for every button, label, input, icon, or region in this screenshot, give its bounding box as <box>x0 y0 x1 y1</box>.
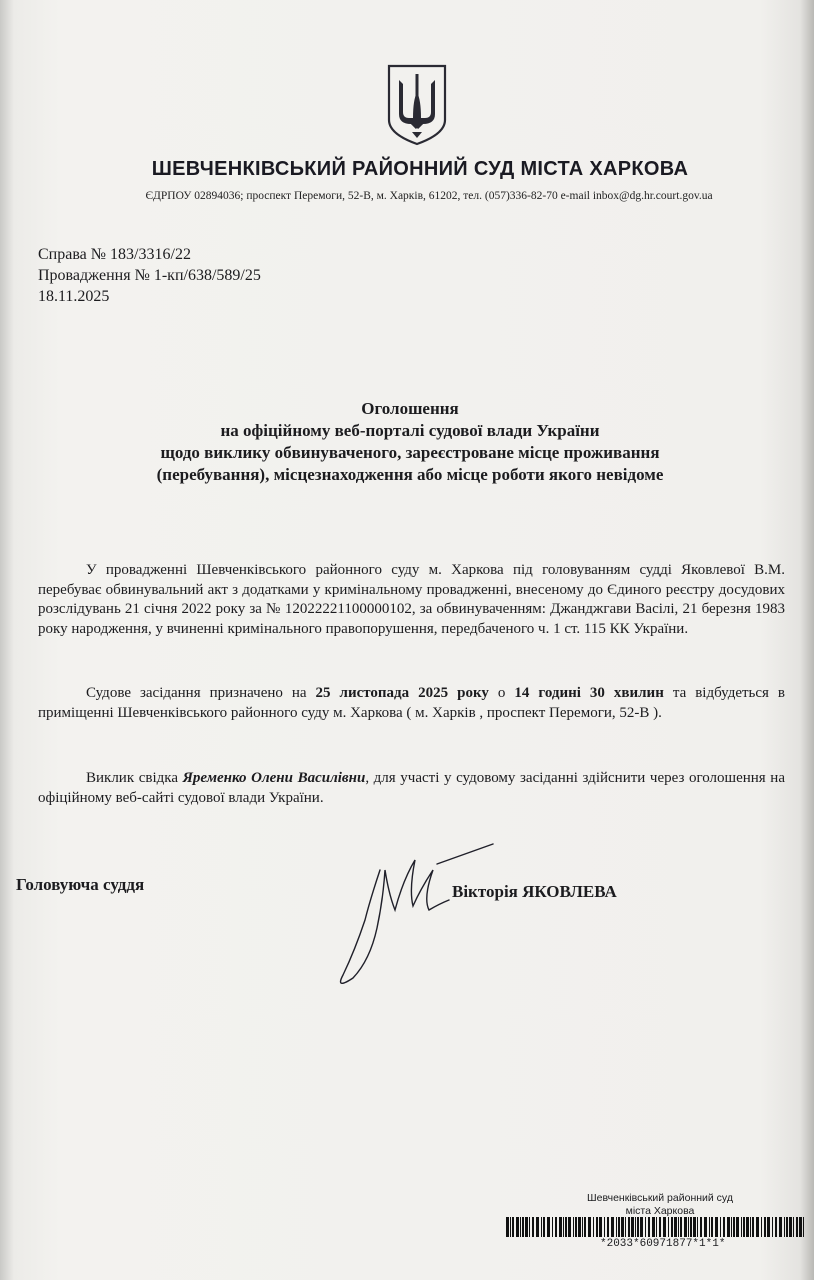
barcode-bar <box>775 1217 777 1237</box>
barcode-bar <box>697 1217 698 1237</box>
case-meta <box>38 244 261 307</box>
barcode-bar <box>784 1217 785 1237</box>
barcode-bar <box>611 1217 614 1237</box>
heading-line-3: щодо виклику обвинуваченого, зареєстроване місце проживання <box>160 443 660 462</box>
barcode-bar <box>720 1217 721 1237</box>
hearing-mid: о <box>488 685 515 701</box>
barcode-bar <box>684 1217 687 1237</box>
barcode-bar <box>529 1217 530 1237</box>
barcode-bar <box>772 1217 773 1237</box>
paragraph-witness <box>38 769 785 808</box>
heading-line-1: Оголошення <box>361 399 459 418</box>
barcode-bar <box>596 1217 598 1237</box>
announcement-heading <box>100 398 720 486</box>
barcode-bar <box>799 1217 802 1237</box>
barcode-bar <box>516 1217 519 1237</box>
barcode-bar <box>709 1217 710 1237</box>
witness-name: Яременко Олени Василівни <box>182 770 366 786</box>
barcode-bar <box>711 1217 713 1237</box>
case-number: Справа № 183/3316/22 <box>38 246 191 263</box>
barcode-bar <box>663 1217 666 1237</box>
barcode-bar <box>565 1217 567 1237</box>
barcode-bar <box>746 1217 749 1237</box>
barcode-bar <box>727 1217 730 1237</box>
barcode-bar <box>688 1217 689 1237</box>
barcode-bar <box>752 1217 754 1237</box>
barcode-bar <box>786 1217 788 1237</box>
barcode-bar <box>693 1217 696 1237</box>
handwritten-signature <box>325 840 505 990</box>
barcode-bar <box>593 1217 594 1237</box>
barcode-bar <box>618 1217 620 1237</box>
paragraph-hearing <box>38 684 785 723</box>
witness-prefix: Виклик свідка <box>86 770 183 786</box>
barcode-bar <box>520 1217 521 1237</box>
barcode-bar <box>668 1217 669 1237</box>
barcode-bar <box>532 1217 534 1237</box>
court-contacts: ЄДРПОУ 02894036; проспект Перемоги, 52-В, м. Харків, 61202, тел. (057)336-82-70 e-mail inbox@dg.hr.court.gov.ua <box>145 190 713 202</box>
barcode-bar <box>547 1217 550 1237</box>
barcode-bar <box>659 1217 661 1237</box>
barcode-bar <box>731 1217 732 1237</box>
barcode-bar <box>631 1217 634 1237</box>
barcode-bar <box>756 1217 759 1237</box>
barcode-bar <box>552 1217 553 1237</box>
heading-line-4: (перебування), місцезнаходження або місце роботи якого невідоме <box>156 465 664 484</box>
barcode-bar <box>578 1217 581 1237</box>
barcode-bar <box>584 1217 586 1237</box>
barcode-bar <box>510 1217 511 1237</box>
stamp-line-2: міста Харкова <box>625 1205 695 1217</box>
barcode-bar <box>652 1217 655 1237</box>
barcode-bar <box>779 1217 782 1237</box>
barcode-bar <box>680 1217 682 1237</box>
barcode <box>506 1217 806 1237</box>
proceeding-number: Провадження № 1-кп/638/589/25 <box>38 267 261 284</box>
barcode-bar <box>625 1217 626 1237</box>
barcode-bar <box>796 1217 798 1237</box>
barcode-bar <box>512 1217 514 1237</box>
barcode-bar <box>743 1217 745 1237</box>
barcode-bar <box>736 1217 739 1237</box>
barcode-bar <box>604 1217 605 1237</box>
barcode-bar <box>582 1217 583 1237</box>
barcode-bar <box>635 1217 636 1237</box>
hearing-date: 25 листопада 2025 року <box>315 685 489 701</box>
barcode-bar <box>568 1217 571 1237</box>
judge-name: Вікторія ЯКОВЛЕВА <box>452 882 617 901</box>
barcode-bar <box>563 1217 564 1237</box>
barcode-bar <box>678 1217 679 1237</box>
trident-emblem-icon <box>385 62 449 148</box>
barcode-bar <box>793 1217 794 1237</box>
barcode-bar <box>704 1217 707 1237</box>
barcode-bar <box>543 1217 545 1237</box>
barcode-bar <box>575 1217 577 1237</box>
heading-line-2: на офіційному веб-порталі судової влади України <box>220 421 600 440</box>
hearing-time: 14 годині 30 хвилин <box>514 685 664 701</box>
presiding-judge-label: Головуюча суддя <box>16 875 145 894</box>
document-date: 18.11.2025 <box>38 288 110 305</box>
barcode-bar <box>573 1217 574 1237</box>
barcode-bar <box>621 1217 624 1237</box>
barcode-bar <box>789 1217 792 1237</box>
barcode-bar <box>656 1217 657 1237</box>
barcode-bar <box>525 1217 528 1237</box>
barcode-bar <box>559 1217 562 1237</box>
barcode-bar <box>733 1217 735 1237</box>
barcode-bar <box>607 1217 609 1237</box>
barcode-bar <box>803 1217 804 1237</box>
barcode-bar <box>536 1217 539 1237</box>
barcode-bar <box>555 1217 557 1237</box>
barcode-bar <box>764 1217 766 1237</box>
barcode-number: *2033*60971877*1*1* <box>600 1238 726 1250</box>
barcode-bar <box>541 1217 542 1237</box>
barcode-bar <box>637 1217 639 1237</box>
hearing-prefix: Судове засідання призначено на <box>86 685 316 701</box>
barcode-bar <box>715 1217 718 1237</box>
barcode-bar <box>700 1217 702 1237</box>
barcode-bar <box>616 1217 617 1237</box>
barcode-bar <box>640 1217 643 1237</box>
barcode-bar <box>506 1217 509 1237</box>
barcode-bar <box>645 1217 646 1237</box>
barcode-bar <box>671 1217 673 1237</box>
hearing-suffix: та відбудеться в приміщенні Шевченківського районного суду м. Харкова ( м. Харків , проспект Перемоги, 52-В ). <box>38 685 786 721</box>
barcode-bar <box>741 1217 742 1237</box>
barcode-bar <box>723 1217 725 1237</box>
court-name: ШЕВЧЕНКІВСЬКИЙ РАЙОННИЙ СУД МІСТА ХАРКОВА <box>151 158 689 180</box>
registry-stamp <box>560 1192 760 1218</box>
witness-suffix: , для участі у судовому засіданні здійснити через оголошення на офіційному веб-сайті судової влади України. <box>38 770 785 806</box>
barcode-bar <box>761 1217 762 1237</box>
barcode-bar <box>674 1217 677 1237</box>
barcode-bar <box>588 1217 591 1237</box>
paragraph-proceeding: У провадженні Шевченківського районного суду м. Харкова під головуванням судді Яковлевої В.М. перебуває обвинувальний акт з додатками у кримінальному провадженні, внесеному до Єдиного реєстру досудових розслідувань 21 січня 2022 року за № 12022221100000102, за обвинуваченням: Джанджгави Васілі, 21 березня 1983 року народження, у вчиненні кримінального правопорушення, передбаченого ч. 1 ст. 115 КК України. <box>38 562 785 637</box>
barcode-bar <box>599 1217 602 1237</box>
barcode-bar <box>767 1217 770 1237</box>
barcode-bar <box>648 1217 650 1237</box>
barcode-bar <box>750 1217 751 1237</box>
barcode-bar <box>522 1217 524 1237</box>
barcode-bar <box>690 1217 692 1237</box>
barcode-bar <box>628 1217 630 1237</box>
stamp-line-1: Шевченківський районний суд <box>587 1192 733 1204</box>
